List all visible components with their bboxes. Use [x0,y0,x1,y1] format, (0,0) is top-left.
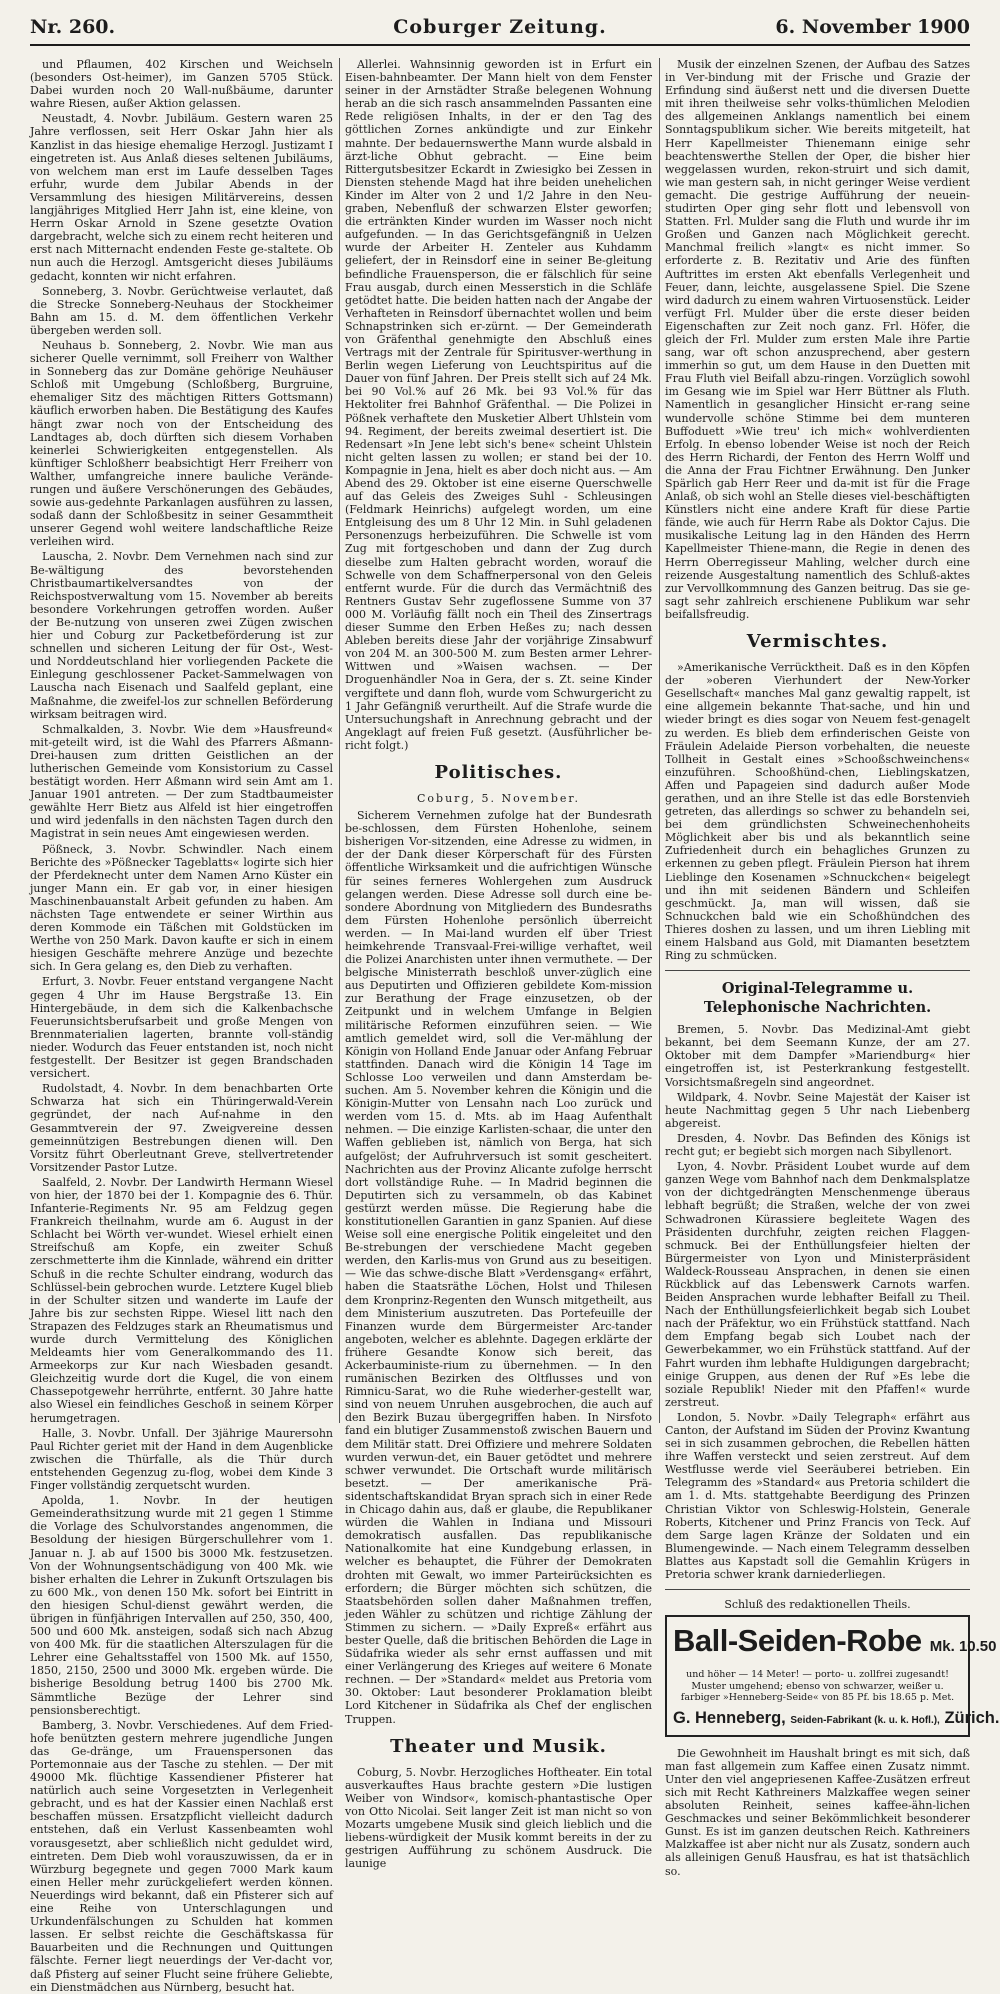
ad-headline-text: Ball-Seiden-Robe [673,1623,922,1659]
section-heading-misc: Vermischtes. [746,631,889,653]
section-rule [665,1589,970,1590]
article-saalfeld: Saalfeld, 2. Novbr. Der Landwirth Hermann Wiesel von hier, der 1870 bei der 1. Kompagnie des 6. Thür. Infanterie-Regiments Nr. 95 am Feldzug gegen Frankreich theilnahm, wurde am 6. August in der Schlacht bei Wörth ver-wundet. Wiesel erhielt einen Streifschuß am Kopfe, ein zweiter Schuß zerschmetterte ihm die Kinnlade, während ein dritter Schuß in die rechte Schulter eindrang, wodurch das Schlüssel-bein gebrochen wurde. Letztere Kugel blieb in der Schulter sitzen und wanderte im Laufe der Jahre bis zur sechsten Rippe. Wiesel litt nach den Strapazen des Feldzuges stark an Rheumatismus und wurde durch Vermittelung des Königlichen Meldeamts hier vom Generalkommando des 11. Armeekorps zur Kur nach Wiesbaden gesandt. Gleichzeitig wurde dort die Kugel, die von einem Chassepotgewehr herrührte, entfernt. 30 Jahre hatte also Wiesel ein feindliches Geschoß in seinem Körper herumgetragen. [30,1175,333,1425]
article-misc: »Amerikanische Verrücktheit. Daß es in den Köpfen der »oberen Vierhundert der New-Yorker Gesellschaft« manches Mal ganz gewaltig rappelt, ist eine allgemein bekannte That-sache, und hin und wieder bringt es dies sogar von Neuem fest-genagelt zu werden. Es blieb dem erfinderischen Geiste von Fräulein Adelaide Pierson vorbehalten, die neueste Tollheit in Gestalt eines »Schooßschweinchens« einzuführen. Schooßhünd-chen, Lieblingskatzen, Affen und Papageien sind dadurch außer Mode gerathen, und an ihre Stelle ist das edle Borstenvieh getreten, das allerdings so schwer zu behandeln sei, bei dem gründlichsten Schweinechenhoheits Möglichkeit aber bis und als bekanntlich seine Zufriedenheit durch ein behagliches Grunzen zu erkennen zu geben pflegt. Fräulein Pierson hat ihrem Lieblinge den Kosenamen »Schnuckchen« beigelegt und ihn mit seidenen Bändern und Schleifen geschmückt. Ja, man will wissen, daß sie Schnuckchen bald wie ein Schoßhündchen des Thieres doshen zu lassen, und um ihren Liebling mit einem Halsband aus Gold, mit Diamanten besetztem Ring zu schmücken. [665,661,970,963]
article-bamberg: Bamberg, 3. Novbr. Verschiedenes. Auf dem Fried-hofe benützten gestern mehrere jugendliche Jungen das Ge-dränge, um Frauenspersonen das Portemonnaie aus der Tasche zu stehlen. — Der mit 49000 Mk. flüchtige Kassendiener Pfisterer hat natürlich auch seine Vorgesetzten in Verlegenheit gebracht, und es hat der Kassier einen Nachlaß erst beschaffen müssen. Ersatzpflicht vielleicht dadurch entstehen, daß ein Verlust Kassenbeamten wohl vorausgesetzt, aber schließlich nicht geduldet wird, eintreten. Dem Dieb wohl vorauszuwissen, da er in Würzburg begegnete und gegen 7000 Mark kaum einen Heller mehr zurückgeliefert werden können. Neuerdings wird bekannt, daß ein Pfisterer sich auf eine Reihe von Unterschlagungen und Urkundenfälschungen zu Schulden hat kommen lassen. Er selbst reichte die Geschäftskassa für Bauarbeiten und die Rechnungen und Quittungen fälschte. Ferner liegt neuerdings der Ver-dacht vor, daß Pfisterg auf seiner Flucht seine frühere Geliebte, ein Dienstmädchen aus Nürnberg, besucht hat. [30,1718,333,1994]
section-heading-theater: Theater und Musik. [390,1735,607,1757]
article-sonneberg: Sonneberg, 3. Novbr. Gerüchtweise verlautet, daß die Strecke Sonneberg-Neuhaus der Stockheimer Bahn am 15. d. M. dem öffentlichen Verkehr übergeben werden soll. [30,284,333,337]
telegram-london: London, 5. Novbr. »Daily Telegraph« erfährt aus Canton, der Aufstand im Süden der Provinz Kwantung sei in sich zusammen gebrochen, die Rebellen hätten ihre Waffen versteckt und seien zerstreut. Auf dem Westflusse werde viel Seeräuberei betrieben. Ein Telegramm des »Standard« aus Pretoria schildert die am 1. d. Mts. stattgehabte Beerdigung des Prinzen Christian Viktor von Schleswig-Holstein, Generale Roberts, Kitchener und Prinz Francis von Teck. Auf dem Sarge lagen Kränze der Soldaten und ein Blumengewinde. — Nach einem Telegramm desselben Blattes aus Kapstadt soll die Gemahlin Krügers in Pretoria schwer krank darniederliegen. [665,1410,970,1582]
article-erfurt: Erfurt, 3. Novbr. Feuer entstand vergangene Nacht gegen 4 Uhr im Hause Bergstraße 13. Ein Hintergebäude, in dem sich die Kalkenbachsche Feuerunsichtsberufsarbeit und große Mengen von Brennmaterialien lagerten, brannte voll-ständig nieder. Wodurch das Feuer entstanden ist, noch nicht festgestellt. Der Besitzer ist gegen Brandschaden versichert. [30,975,333,1081]
article-apolda: Apolda, 1. Novbr. In der heutigen Gemeinderathsitzung wurde mit 21 gegen 1 Stimme die Vorlage des Schulvorstandes angenommen, die Besoldung der hiesigen Bürgerschullehrer vom 1. Januar n. J. ab auf 1500 bis 3000 Mk. festzusetzen. Von der Wohnungsentschädigung von 400 Mk. wie bisher erhalten die Lehrer in Zukunft Ortszulagen bis zu 600 Mk., von denen 150 Mk. sofort bei Eintritt in den hiesigen Schul-dienst gewährt werden, die übrigen in fünfjährigen Intervallen auf 250, 350, 400, 500 und 600 Mk. ansteigen, sodaß sich nach Abzug von 400 Mk. für die staatlichen Alterszulagen für die Lehrer eine Gehaltsstaffel von 1500 Mk. auf 1550, 1850, 2150, 2500 und 3000 Mk. ergeben würde. Die bisherige Besoldung betrug 1400 bis 2700 Mk. Sämmtliche Bezüge der Lehrer sind pensionsberechtigt. [30,1494,333,1717]
issue-date: 6. November 1900 [775,16,970,38]
dateline: Coburg, 5. November. [417,791,580,805]
ad-firm [673,1708,1000,1731]
column-divider [339,58,340,1423]
telegram-lyon: Lyon, 4. Novbr. Präsident Loubet wurde auf dem ganzen Wege vom Bahnhof nach dem Denkmalsplatze von der dichtgedrängten Menschenmenge überaus lebhaft begrüßt; die Straßen, welche der von zwei Schwadronen Kürassiere begleitete Wagen des Präsidenten durchfuhr, zeigten reichen Flaggen-schmuck. Bei der Enthüllungsfeier hielten der Bürgermeister von Lyon und Ministerpräsident Waldeck-Rousseau Ansprachen, in denen sie einen Rückblick auf das Lebenswerk Carnots warfen. Beiden Ansprachen wurde lebhafter Beifall zu Theil. Nach der Enthüllungsfeierlichkeit begab sich Loubet nach der Präfektur, wo ein Frühstück stattfand. Nach dem Empfang begab sich Loubet nach der Gewerbekammer, wo ein Frühstück stattfand. Auf der Fahrt wurden ihm lebhafte Huldigungen dargebracht; einige Gruppen, aus denen der Ruf »Es lebe die soziale Republik! Nieder mit den Pfaffen!« wurde zerstreut. [665,1160,970,1409]
ad-firm-title: Seiden-Fabrikant (k. u. k. Hofl.), [790,1714,940,1726]
ad-firm-city: Zürich. [944,1708,1000,1727]
issue-number: Nr. 260. [30,16,116,38]
article-allerlei: Allerlei. Wahnsinnig geworden ist in Erfurt ein Eisen-bahnbeamter. Der Mann hielt von dem Fenster seiner in der Arnstädter Straße belegenen Wohnung herab an die sich rasch ansammelnden Passanten eine Rede religiösen Inhalts, in der er den Tag des göttlichen Zornes ankündigte und zur Einkehr mahnte. Der bedauernswerthe Mann wurde alsbald in ärzt-liche Obhut gebracht. — Eine beim Rittergutsbesitzer Eckardt in Zwiesigko bei Zessen in Diensten stehende Magd hat ihre beiden unehelichen Kinder im Alter von 2 und 1/2 Jahre in den Neu-graben, Nebenfluß der schwarzen Elster geworfen; die ertränkten Kinder wurden im Wasser noch nicht aufgefunden. — In das Gerichtsgefängniß in Uelzen wurde der Arbeiter H. Zenteler aus Kuhdamm geliefert, der in Reinsdorf eine in seiner Be-gleitung befindliche Frauensperson, die er fälschlich für seine Frau ausgab, durch einen Messerstich in die Schläfe getödtet hatte. Die beiden hatten nach der Angabe der Verhafteten in Reinsdorf übernachtet wollen und beim Schnapstrinken sich er-zürnt. — Der Gemeinderath von Gräfenthal genehmigte den Abschluß eines Vertrags mit der Zentrale für Spiritusver-werthung in Berlin wegen Lieferung von Leuchtspiritus auf die Dauer von fünf Jahren. Der Preis stellt sich auf 24 Mk. bei 90 Vol.% auf 26 Mk. bei 93 Vol.% für das Hektoliter frei Bahnhof Gräfenthal. — Die Polizei in Pößnek verhaftete den Musketier Albert Uhlstein vom 94. Regiment, der bereits zweimal desertiert ist. Die Redensart »In Jene lebt sich's bene« scheint Uhlstein nicht gelten lassen zu wollen; er stand bei der 10. Kompagnie in Jena, hielt es aber doch nicht aus. — Am Abend des 29. Oktober ist eine eiserne Querschwelle auf das Geleis des Zweiges Suhl - Schleusingen (Feldmark Heinrichs) aufgelegt worden, um eine Entgleisung des um 8 Uhr 12 Min. in Suhl geladenen Personenzugs herbeizuführen. Die Schwelle ist vom Zug mit fortgeschoben und dann der Zug durch dieselbe zum Halten gebracht worden, worauf die Schwelle von dem Schaffnerpersonal von den Geleis entfernt wurde. Für die durch das Vermächtniß des Rentners Gustav Sehr zugeflossene Summe von 37 000 M. Vorläufig fällt noch ein Theil des Zinsertrags dieser Summe den Erben Heßes zu; nach dessen Ableben bereits diese Jahr der vorjährige Zinsabwurf von 204 M. an 300-500 M. zum Besten armer Lehrer-Wittwen und »Waisen wachsen. — Der Droguenhändler Noa in Gera, der s. Zt. seine Kinder vergiftete und dann floh, wurde vom Schwurgericht zu 1 Jahr Gefängniß verurtheilt. Auf die Strafe wurde die Untersuchungshaft in Anrechnung gebracht und der Angeklagt auf freien Fuß gesetzt. (Ausführlicher be-richt folgt.) [345,58,652,752]
article-neuhaus: Neuhaus b. Sonneberg, 2. Novbr. Wie man aus sicherer Quelle vernimmt, soll Freiherr von Walther in Sonneberg das zur Domäne gehörige Neuhäuser Schloß mit Umgebung (Schloßberg, Burgruine, ehemaliger Sitz des mächtigen Ritters Gottsmann) käuflich erworben haben. Die Bestätigung des Kaufes hängt zwar noch von der Entscheidung des Landtages ab, doch dürften sich diesem Vorhaben keinerlei Schwierigkeiten entgegenstellen. Als künftiger Schloßherr beabsichtigt Herr Freiherr von Walther, umfangreiche innere bauliche Verände-rungen und äußere Verschönerungen des Gebäudes, sowie aus-gedehnte Parkanlagen ausführen zu lassen, sodaß dann der Schloßbesitz in seiner Gesammtheit unserer Gegend wohl weitere landschaftliche Reize verleihen wird. [30,338,333,549]
article-poessneck: Pößneck, 3. Novbr. Schwindler. Nach einem Berichte des »Pößnecker Tageblatts« logirte sich hier der Pferdeknecht unter dem Namen Arno Küster ein junger Mann ein. Er gab vor, in einer hiesigen Maschinenbauanstalt Arbeit gefunden zu haben. Am nächsten Tage entwendete er seiner Wirthin aus deren Kommode ein Täßchen mit Goldstücken im Werthe von 250 Mark. Davon kaufte er sich in einem hiesigen Geschäfte mehrere Anzüge und bezechte sich. In Gera gelang es, den Dieb zu verhaften. [30,842,333,974]
article-paragraph: und Pflaumen, 402 Kirschen und Weichseln (besonders Ost-heimer), im Ganzen 5705 Stück. Dabei wurden noch 20 Wall-nußbäume, darunter wahre Riesen, außer Aktion gelassen. [30,58,333,111]
newspaper-title: Coburger Zeitung. [393,16,607,38]
telegram-dresden: Dresden, 4. Novbr. Das Befinden des Königs ist recht gut; er begiebt sich morgen nach Sibyllenort. [665,1131,970,1159]
article-politics: Sicherem Vernehmen zufolge hat der Bundesrath be-schlossen, dem Fürsten Hohenlohe, seinem bisherigen Vor-sitzenden, eine Adresse zu widmen, in der der Dank dieser Körperschaft für des Fürsten öffentliche Wirksamkeit und die aufrichtigen Wünsche für seines ferneres Wohlergehen zum Ausdruck gelangen werden. Diese Adresse soll durch eine be-sondere Abordnung von Mitgliedern des Bundesraths dem Fürsten Hohenlohe persönlich überreicht werden. — In Mai-land wurden elf über Triest heimkehrende Transvaal-Frei-willige verhaftet, weil die Polizei Anarchisten unter ihnen vermuthete. — Der belgische Ministerrath beschloß unver-züglich eine aus Deputirten und Offizieren gebildete Kom-mission zur Berathung der Frage einzusetzen, ob der Zeitpunkt und in welchem Umfange in Belgien militärische Reformen einzuführen seien. — Wie amtlich gemeldet wird, soll die Ver-mählung der Königin von Holland Ende Januar oder Anfang Februar stattfinden. Danach wird die Königin 14 Tage im Schlosse Loo verweilen und dann Amsterdam be-suchen. Am 5. November kehren die Königin und die Königin-Mutter von Lensahn nach Loo zurück und werden vom 15. d. Mts. ab im Haag Aufenthalt nehmen. — Die einzige Karlisten-schaar, die unter den Waffen geblieben ist, nämlich von Berga, hat sich aufgelöst; der Aufruhrversuch ist somit gescheitert. Nachrichten aus der Provinz Alicante zufolge herrscht dort vollständige Ruhe. — In Madrid beginnen die Deputirten sich zu versammeln, ob das Kabinet gestürzt werden müsse. Die Regierung habe die konstitutionellen Garantien in ganz Spanien. Auf diese Weise soll eine energische Politik eingeleitet und den Be-strebungen der verschiedene Macht gegeben werden, den Karlis-mus von Grund aus zu beseitigen. — Wie das schwe-dische Blatt »Verdensgang« erfährt, haben die Staatsräthe Löchen, Holst und Thilesen dem Kronprinz-Regenten den Wunsch mitgetheilt, aus dem Ministerium auszutreten. Das Portefeuille der Finanzen wurde dem Bürgermeister Arc-tander angeboten, welcher es ablehnte. Dagegen erklärte der frühere Gesandte Konow sich bereit, das Ackerbauministe-rium zu übernehmen. — In den rumänischen Bezirken des Oltflusses und von Rimnicu-Sarat, wo die Ruhe wiederher-gestellt war, sind von neuem Unruhen ausgebrochen, die auch auf den Bezirk Buzau übergegriffen haben. In Nirsfoto fand ein blutiger Zusammenstoß zwischen Bauern und dem Militär statt. Drei Offiziere und mehrere Soldaten wurden verwun-det, ein Bauer getödtet und mehrere schwer verwundet. Die Ortschaft wurde militärisch besetzt. — Der amerikanische Prä-sidentschaftskandidat Bryan sprach sich in einer Rede in Chicago dahin aus, daß er glaube, die Republikaner würden die Wahlen in Indiana und Missouri demokratisch ausfallen. Das republikanische Nationalkomite hat eine Kundgebung erlassen, in welcher es behauptet, die Führer der Demokraten drohten mit Gewalt, wo immer Parteirücksichten es erfordern; die Bürger möchten sich schützen, die Staatsbehörden sollen daher Maßnahmen treffen, jeden Wähler zu schützen und richtige Zählung der Stimmen zu sichern. — »Daily Expreß« erfährt aus bester Quelle, daß die britischen Behörden die Lage in Südafrika wieder als sehr ernst auffassen und mit einer Verlängerung des Krieges auf weitere 6 Monate rechnen. — Der »Standard« meldet aus Pretoria vom 30. Oktober: Laut besonderer Proklamation bleibt Lord Kitchener in Südafrika als Chef der englischen Truppen. [345,809,652,1726]
ad-details: und höher — 14 Meter! — porto- u. zollfrei zugesandt! Muster umgehend; ebenso von schwarzer, weißer u. farbiger »Henneberg-Seide« von 85 Pf. bis 18.65 p. Met. [680,1669,955,1704]
column-3 [665,58,1000,1878]
section-heading-telegrams: Original-Telegramme u. Telephonische Nachrichten. [703,980,932,1017]
article-kathreiner: Die Gewohnheit im Haushalt bringt es mit sich, daß man fast allgemein zum Kaffee einen Zusatz nimmt. Unter den viel angepriesenen Kaffee-Zusätzen erfreut sich mit Recht Kathreiners Malzkaffee wegen seiner absoluten Reinheit, seines kaffee-ähn-lichen Geschmackes und seiner Bekömmlichkeit besonderer Gunst. Es ist im ganzen deutschen Reich. Kathreiners Malzkaffee ist aber nicht nur als Zusatz, sondern auch als alleinigen Genuß Hausfrau, es hat ist thatsächlich so. [665,1746,970,1878]
masthead [30,10,970,46]
column-divider [659,58,660,1423]
article-lauscha: Lauscha, 2. Novbr. Dem Vernehmen nach sind zur Be-wältigung des bevorstehenden Christbaumartikelversandtes von der Reichspostverwaltung vom 15. November ab bereits besondere Vorkehrungen getroffen worden. Außer der Be-nutzung von unseren zwei Zügen zwischen hier und Coburg zur Packetbeförderung ist zur schnellen und sicheren Leitung der für Ost-, West- und Norddeutschland hier vorliegenden Packete die Einlegung geschlossener Packet-Sammelwagen von Lauscha nach Eisenach und Saalfeld geplant, eine Maßnahme, die zweifel-los zur schnellen Beförderung wirksam beitragen wird. [30,550,333,721]
column-1 [30,58,333,1994]
advertisement-henneberg [665,1615,1000,1737]
article-halle: Halle, 3. Novbr. Unfall. Der 3jährige Maurersohn Paul Richter geriet mit der Hand in dem Augenblicke zwischen die Thürfalle, als die Thür durch entstehenden Gegenzug zu-flog, wobei dem Kinde 3 Finger vollständig zerquetscht wurden. [30,1426,333,1493]
ad-headline [673,1623,997,1665]
editorial-end-note: Schluß des redaktionellen Theils. [724,1598,911,1612]
column-2 [345,58,652,1871]
article-neustadt: Neustadt, 4. Novbr. Jubiläum. Gestern waren 25 Jahre verflossen, seit Herr Oskar Jahn hier als Kanzlist in das hiesige ehemalige Herzogl. Justizamt I eingetreten ist. Aus Anlaß dieses seltenen Jubiläums, von welchem man erst im Laufe desselben Tages erfuhr, wurde dem Jubilar Abends in der Versammlung des hiesigen Militärvereins, dessen langjähriges Mitglied Herr Jahn ist, eine kleine, von Herrn Oskar Arnold in Szene gesetzte Ovation dargebracht, welche sich zu einem recht heiteren und erst nach Mitternacht endenden Feste ge-staltete. Ob nun auch die Herzogl. Amtsgericht dieses Jubiläums gedacht, konnten wir nicht erfahren. [30,112,333,283]
article-theater: Coburg, 5. Novbr. Herzogliches Hoftheater. Ein total ausverkauftes Haus brachte gestern »Die lustigen Weiber von Windsor«, komisch-phantastische Oper von Otto Nicolai. Seit langer Zeit ist man nicht so von Mozarts umgebene Musik sind gleich lieblich und die liebens-würdigkeit der Musik kommt bereits in der zu gestrigen Aufführung zu schönem Ausdruck. Die launige [345,1765,652,1871]
ad-firm-name: G. Henneberg, [673,1708,786,1727]
article-schmalkalden: Schmalkalden, 3. Novbr. Wie dem »Hausfreund« mit-geteilt wird, ist die Wahl des Pfarrers Aßmann-Drei-hausen zum dritten Geistlichen an der lutherischen Gemeinde vom Konsistorium zu Cassel bestätigt worden. Herr Aßmann wird sein Amt am 1. Januar 1901 antreten. — Der zum Stadtbaumeister gewählte Herr Bietz aus Alfeld ist hier eingetroffen und wird jedenfalls in den nächsten Tagen durch den Magistrat in sein neues Amt eingewiesen werden. [30,722,333,841]
article-theater-cont: Musik der einzelnen Szenen, der Aufbau des Satzes in Ver-bindung mit der Frische und Grazie der Erfindung sind äußerst nett und die diversen Duette mit ihren theilweise sehr volks-thümlichen Melodien des allgemeinen Anklangs namentlich bei einem Sonntagspublikum sicher. Wie bereits mitgeteilt, hat Herr Kapellmeister Thienemann einige sehr beachtenswerthe Stellen der Oper, die bisher hier weggelassen wurden, rekon-struirt und sich damit, wie man gestern sah, in nicht geringer Weise verdient gemacht. Die gestrige Aufführung der neuein-studirten Oper ging sehr flott und lebensvoll von Statten. Frl. Mulder sang die Fluth und wurde ihr im Großen und Ganzen nach Möglichkeit gerecht. Manchmal freilich »langt« es nicht immer. So erforderte z. B. Rezitativ und Arie des fünften Auftrittes im ersten Akt ebenfalls Verlegenheit und Feuer, dann, leichte, ausgelassene Spiel. Die Szene wird dadurch zu einem wahren Virtuosenstück. Leider verfügt Frl. Mulder über die erste dieser beiden Eigenschaften zur Zeit noch ganz. Frl. Höfer, die gleich der Frl. Mulder zum ersten Male ihre Partie sang, war oft schon anzusprechend, aber gestern immerhin so gut, um dem Hause in den Duetten mit Frau Fluth viel Beifall abzu-ringen. Vorzüglich sowohl im Gesang wie im Spiel war Herr Büttner als Fluth. Namentlich in gesanglicher Hinsicht er-rang seine wundervolle schöne Stimme bei dem munteren Buffoduett »Wie treu' ich mich« wohlverdienten Erfolg. In ebenso lobender Weise ist noch der Reich des Herrn Richardi, der Fenton des Herrn Wolff und die Anna der Frau Fichtner Erwähnung. Den Junker Spärlich gab Herr Reer und da-mit ist für die Frage Anlaß, ob sich wohl an Stelle dieses viel-beschäftigten Künstlers nicht eine andere Kraft für diese Partie fände, wie auch für Herrn Rabe als Doktor Cajus. Die musikalische Leitung lag in den Händen des Herrn Kapellmeister Thiene-mann, die Regie in denen des Herrn Oberregisseur Mahling, welcher durch eine reizende Ausgestaltung namentlich des Schluß-aktes zur Vervollkommnung des Ganzen beitrug. Das sie ge-sagt sehr zahlreich erschienene Publikum war sehr beifallsfreudig. [665,58,970,621]
telegram-wildpark: Wildpark, 4. Novbr. Seine Majestät der Kaiser ist heute Nachmittag gegen 5 Uhr nach Liebenberg abgereist. [665,1090,970,1130]
telegram-bremen: Bremen, 5. Novbr. Das Medizinal-Amt giebt bekannt, bei dem Seemann Kunze, der am 27. Oktober mit dem Dampfer »Mariendburg« hier eingetroffen ist, ist Pesterkrankung festgestellt. Vorsichtsmaßregeln sind angeordnet. [665,1023,970,1089]
section-heading-politics: Politisches. [434,761,563,783]
ad-price: Mk. 10.50 [929,1638,997,1656]
article-rudolstadt: Rudolstadt, 4. Novbr. In dem benachbarten Orte Schwarza hat sich ein Thüringerwald-Verein gegründet, der nach Auf-nahme in den Gesammtverein der 97. Zweigvereine dessen gemeinnützigen Bestrebungen dienen will. Den Vorsitz führt Oberleutnant Greve, stellvertretender Vorsitzender Pastor Lutze. [30,1082,333,1174]
section-rule [665,970,970,971]
